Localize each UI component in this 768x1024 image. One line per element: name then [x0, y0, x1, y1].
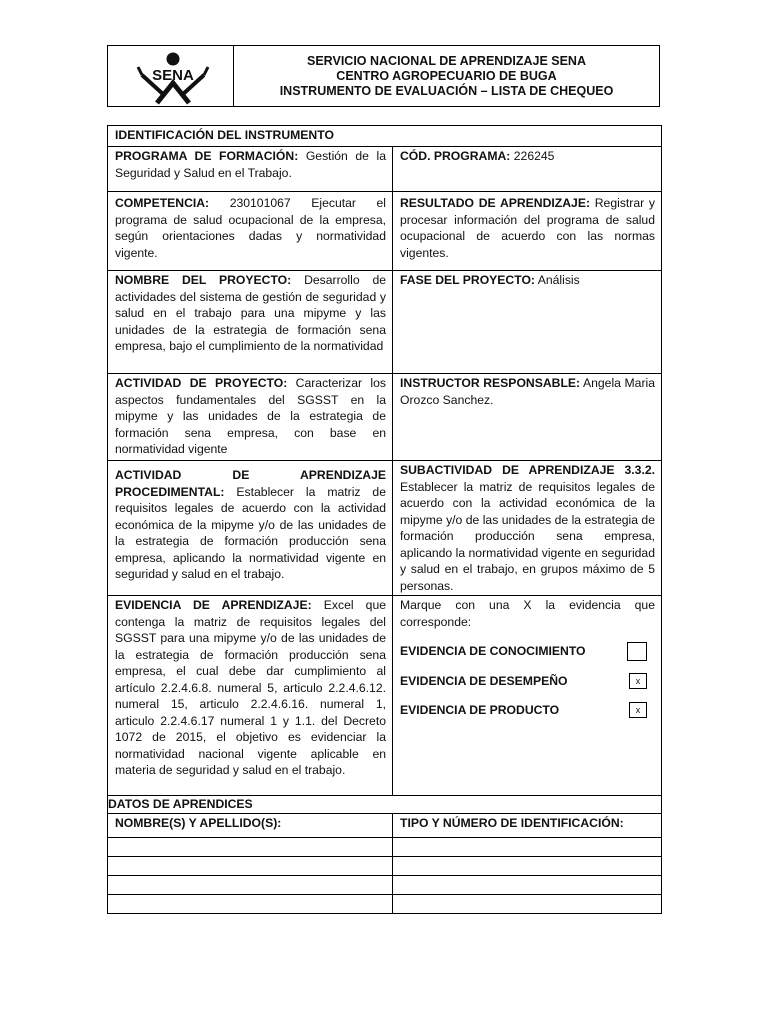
checklist-table: [107, 125, 662, 914]
aprendiz-name-field[interactable]: [108, 876, 393, 895]
aprendizaje-cell: [108, 461, 393, 596]
document-header: [107, 45, 660, 107]
instructor-value: Angela Maria Orozco Sanchez.: [400, 376, 656, 407]
subactividad-value: Establecer la matriz de requisitos legales de acuerdo con la actividad económica de la mipyme y/o de las unidades de la estrategia de formación producción sena empresa, aplicando la normatividad vigente en seguridad y salud en el trabajo, en grupos máximo de 5 personas.: [400, 479, 655, 593]
ev-producto-checkbox[interactable]: x: [629, 702, 647, 718]
evidencia-cell: [108, 596, 393, 796]
programa-label: PROGRAMA DE FORMACIÓN:: [115, 149, 299, 163]
aprendiz-id-field[interactable]: [393, 895, 662, 914]
proyecto-row: [108, 271, 662, 374]
aprendiz-name-field[interactable]: [108, 895, 393, 914]
programa-cell: [108, 147, 393, 192]
datos-header-row: [108, 814, 662, 838]
aprendiz-row: [108, 857, 662, 876]
resultado-label: RESULTADO DE APRENDIZAJE:: [400, 196, 591, 210]
col-tipo: TIPO Y NÚMERO DE IDENTIFICACIÓN:: [393, 814, 662, 838]
actividad-value: Caracterizar los aspectos fundamentales del SGSST en la mipyme y las unidades de la estrategia de formación sena empresa, con base en normatividad vigente: [115, 376, 387, 456]
proyecto-label: NOMBRE DEL PROYECTO:: [115, 273, 292, 287]
actividad-label: ACTIVIDAD DE PROYECTO:: [115, 376, 288, 390]
section-title-row: [108, 126, 662, 147]
ev-conocimiento-label: EVIDENCIA DE CONOCIMIENTO: [400, 644, 586, 659]
header-line-3: INSTRUMENTO DE EVALUACIÓN – LISTA DE CHEQUEO: [279, 84, 614, 98]
resultado-value: Registrar y procesar información del programa de salud ocupacional de acuerdo con las normas vigentes.: [400, 196, 656, 260]
evidencia-value: Excel que contenga la matriz de requisitos legales del SGSST para una mipyme y/o de las unidades de la estrategia de formación producción sena empresa, el cual debe dar cumplimiento al artículo 2.2.4.6.8. numeral 5, articulo 2.2.4.6.12. numeral 15, articulo 2.2.4.6.16. numeral 1, articulo 2.2.4.6.17 numeral 1 y 1.1. del Decreto 1072 de 2015, el objetivo es evidenciar la normatividad nacional vigente aplicable en materia de seguridad y salud en el trabajo.: [115, 598, 386, 777]
proyecto-value: Desarrollo de actividades del sistema de gestión de seguridad y salud en el trabajo para una mipyme y las unidades de la estrategia de formación sena empresa, bajo el cumplimiento de la normatividad: [115, 273, 387, 353]
actividad-row: [108, 374, 662, 461]
ev-desempeno-label: EVIDENCIA DE DESEMPEÑO: [400, 674, 568, 688]
ev-conocimiento-row: [400, 642, 655, 661]
logo-text: SENA: [152, 67, 194, 84]
resultado-cell: [393, 192, 662, 271]
ev-producto-row: [400, 702, 655, 719]
col-nombres: NOMBRE(S) Y APELLIDO(S):: [108, 814, 393, 838]
section-title: IDENTIFICACIÓN DEL INSTRUMENTO: [108, 126, 662, 147]
ev-desempeno-checkbox[interactable]: x: [629, 673, 647, 689]
header-line-1: SERVICIO NACIONAL DE APRENDIZAJE SENA: [307, 54, 586, 68]
datos-title: DATOS DE APRENDICES: [108, 796, 662, 814]
aprendiz-id-field[interactable]: [393, 876, 662, 895]
aprendiz-row: [108, 876, 662, 895]
header-titles: [234, 54, 659, 99]
cod-label: CÓD. PROGRAMA:: [400, 149, 511, 163]
marque-instruction: Marque con una X la evidencia que corresponde:: [400, 598, 655, 629]
sena-logo: [134, 51, 212, 105]
header-line-2: CENTRO AGROPECUARIO DE BUGA: [336, 69, 557, 83]
ev-conocimiento-checkbox[interactable]: [627, 642, 647, 661]
cod-programa-cell: [393, 147, 662, 192]
instructor-cell: [393, 374, 662, 461]
aprendiz-name-field[interactable]: [108, 857, 393, 876]
aprendizaje-label: ACTIVIDAD DE APRENDIZAJE PROCEDIMENTAL:: [115, 468, 386, 499]
logo-cell: [108, 46, 234, 106]
programa-row: [108, 147, 662, 192]
competencia-cell: [108, 192, 393, 271]
evidencia-type-cell: [393, 596, 662, 796]
competencia-label: COMPETENCIA:: [115, 196, 210, 210]
subactividad-label: SUBACTIVIDAD DE APRENDIZAJE 3.3.2.: [400, 463, 655, 477]
cod-value: 226245: [513, 149, 555, 163]
competencia-value: 230101067 Ejecutar el programa de salud ocupacional de la empresa, según orientaciones dadas y normatividad vigente.: [115, 196, 386, 260]
fase-label: FASE DEL PROYECTO:: [400, 273, 535, 287]
datos-title-row: [108, 796, 662, 814]
aprendizaje-value: Establecer la matriz de requisitos legales de acuerdo con la actividad económica de la mipyme y/o de las unidades de la estrategia de formación producción sena empresa, aplicando la normatividad vigente en seguridad y salud en el trabajo.: [115, 484, 386, 581]
evidencia-label: EVIDENCIA DE APRENDIZAJE:: [115, 598, 312, 612]
aprendiz-id-field[interactable]: [393, 857, 662, 876]
ev-producto-label: EVIDENCIA DE PRODUCTO: [400, 702, 560, 717]
instructor-label: INSTRUCTOR RESPONSABLE:: [400, 376, 581, 390]
fase-cell: [393, 271, 662, 374]
aprendiz-row: [108, 838, 662, 857]
fase-value: Análisis: [537, 273, 580, 287]
evidencia-row: [108, 596, 662, 796]
aprendiz-row: [108, 895, 662, 914]
aprendiz-id-field[interactable]: [393, 838, 662, 857]
aprendiz-name-field[interactable]: [108, 838, 393, 857]
aprendizaje-row: [108, 461, 662, 596]
proyecto-cell: [108, 271, 393, 374]
subactividad-cell: [393, 461, 662, 596]
competencia-row: [108, 192, 662, 271]
programa-value: Gestión de la Seguridad y Salud en el Trabajo.: [115, 149, 386, 180]
actividad-cell: [108, 374, 393, 461]
ev-desempeno-row: [400, 673, 655, 690]
